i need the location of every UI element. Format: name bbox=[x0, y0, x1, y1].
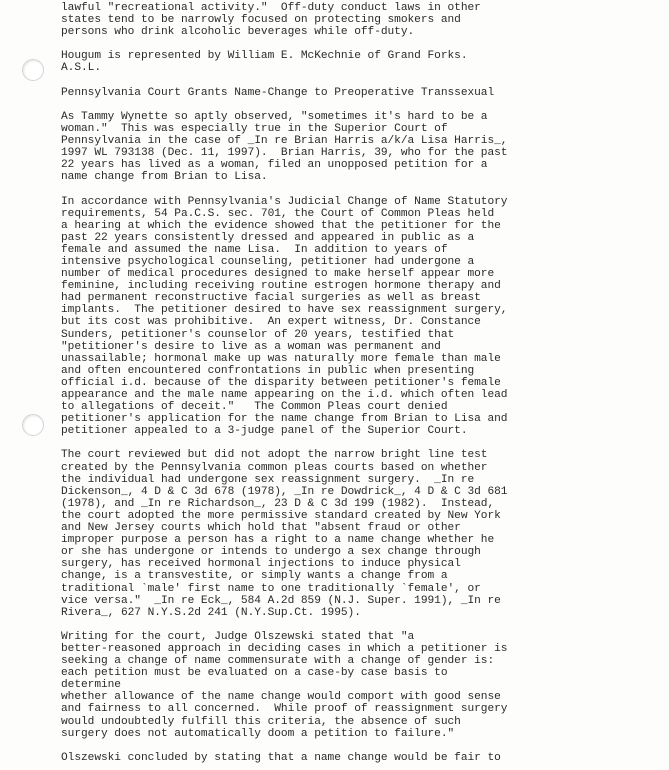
text-line: Hougum is represented by William E. McKechnie of Grand Forks. bbox=[61, 50, 468, 63]
text-line: improper purpose a person has a right to a name change whether he bbox=[61, 534, 495, 547]
text-line: (1978), and _In re Richardson_, 23 D & C 3d 199 (1982). Instead, bbox=[61, 497, 495, 510]
text-line: feminine, including receiving routine estrogen hormone therapy and bbox=[61, 280, 501, 293]
paragraph bbox=[61, 449, 661, 618]
text-line: would undoubtedly fulfill this criteria, the absence of such bbox=[61, 715, 461, 728]
text-line: had permanent reconstructive facial surgeries as well as breast bbox=[61, 292, 481, 305]
text-line: A.S.L. bbox=[61, 62, 101, 75]
text-line: In accordance with Pennsylvania's Judicial Change of Name Statutory bbox=[61, 195, 508, 208]
text-line: but its cost was prohibitive. An expert witness, Dr. Constance bbox=[61, 316, 481, 329]
text-line: a hearing at which the evidence showed that the petitioner for the bbox=[61, 219, 501, 232]
text-line: implants. The petitioner desired to have sex reassignment surgery, bbox=[61, 304, 508, 317]
text-line: surgery, has received hormonal injections to induce physical bbox=[61, 558, 461, 571]
text-line: the court adopted the more permissive standard created by New York bbox=[61, 509, 501, 522]
text-line: and often encountered confrontations in public when presenting bbox=[61, 364, 475, 377]
text-line: 1997 WL 793138 (Dec. 11, 1997). Brian Harris, 39, who for the past bbox=[61, 147, 508, 160]
text-line: petitioner's application for the name change from Brian to Lisa and bbox=[61, 413, 508, 426]
text-line: female and assumed the name Lisa. In addition to years of bbox=[61, 243, 448, 256]
text-line: to allegations of deceit." The Common Pleas court denied bbox=[61, 401, 448, 414]
text-line: determine bbox=[61, 679, 121, 692]
text-line: 22 years has lived as a woman, filed an unopposed petition for a bbox=[61, 159, 488, 172]
text-line: Dickenson_, 4 D & C 3d 678 (1978), _In re Dowdrick_, 4 D & C 3d 681 bbox=[61, 485, 508, 498]
text-line: woman." This was especially true in the Superior Court of bbox=[61, 122, 448, 135]
text-line: or she has undergone or intends to undergo a sex change through bbox=[61, 546, 481, 559]
text-line: name change from Brian to Lisa. bbox=[61, 171, 268, 184]
text-line: each petition must be evaluated on a case-by case basis to bbox=[61, 667, 448, 680]
text-line: vice versa." _In re Eck_, 584 A.2d 859 (N.J. Super. 1991), _In re bbox=[61, 594, 501, 607]
text-line: unassailable; hormonal make up was naturally more female than male bbox=[61, 352, 501, 365]
text-line: past 22 years consistently dressed and appeared in public as a bbox=[61, 231, 475, 244]
text-line: appearance and the male name appearing on the i.d. which often lead bbox=[61, 389, 508, 401]
paragraph bbox=[61, 111, 661, 184]
text-line: Pennsylvania in the case of _In re Brian Harris a/k/a Lisa Harris_, bbox=[61, 135, 508, 148]
text-line: and fairness to all concerned. While proof of reassignment surgery bbox=[61, 703, 508, 716]
section-heading bbox=[61, 87, 661, 99]
text-line: seeking a change of name commensurate with a change of gender is: bbox=[61, 655, 495, 668]
punch-hole bbox=[22, 59, 44, 81]
text-line: Rivera_, 627 N.Y.S.2d 241 (N.Y.Sup.Ct. 1995). bbox=[61, 606, 361, 619]
text-line: persons who drink alcoholic beverages while off-duty. bbox=[61, 26, 415, 39]
text-line: petitioner appealed to a 3-judge panel of the Superior Court. bbox=[61, 425, 468, 438]
text-line: As Tammy Wynette so aptly observed, "sometimes it's hard to be a bbox=[61, 110, 488, 123]
punch-hole bbox=[22, 414, 44, 436]
text-line: Pennsylvania Court Grants Name-Change to Preoperative Transsexual bbox=[61, 86, 495, 99]
document-text bbox=[61, 2, 661, 764]
text-line: states tend to be narrowly focused on protecting smokers and bbox=[61, 14, 461, 27]
text-line: The court reviewed but did not adopt the narrow bright line test bbox=[61, 449, 488, 462]
text-line: requirements, 54 Pa.C.S. sec. 701, the Court of Common Pleas held bbox=[61, 207, 495, 220]
paragraph bbox=[61, 196, 661, 438]
paragraph bbox=[61, 631, 661, 740]
text-line: created by the Pennsylvania common pleas courts based on whether bbox=[61, 461, 488, 474]
text-line: lawful "recreational activity." Off-duty conduct laws in other bbox=[61, 2, 481, 14]
text-line: better-reasoned approach in deciding cases in which a petitioner is bbox=[61, 642, 508, 655]
paragraph bbox=[61, 2, 661, 38]
text-line: traditional `male' first name to one traditionally `female', or bbox=[61, 582, 481, 595]
text-line: surgery does not automatically doom a petition to failure." bbox=[61, 727, 455, 740]
text-line: official i.d. because of the disparity between petitioner's female bbox=[61, 376, 501, 389]
text-line: number of medical procedures designed to make herself appear more bbox=[61, 268, 495, 281]
text-line: Writing for the court, Judge Olszewski stated that "a bbox=[61, 630, 415, 643]
text-line: "petitioner's desire to live as a woman was permanent and bbox=[61, 340, 441, 353]
text-line: intensive psychological counseling, petitioner had undergone a bbox=[61, 255, 475, 268]
text-line: Olszewski concluded by stating that a name change would be fair to bbox=[61, 751, 501, 764]
paragraph bbox=[61, 50, 661, 74]
text-line: whether allowance of the name change would comport with good sense bbox=[61, 691, 501, 704]
paragraph bbox=[61, 752, 661, 764]
text-line: the individual had undergone sex reassignment surgery. _In re bbox=[61, 473, 475, 486]
text-line: Sunders, petitioner's counselor of 20 years, testified that bbox=[61, 328, 455, 341]
text-line: and New Jersey courts which hold that "absent fraud or other bbox=[61, 522, 461, 535]
text-line: change, is a transvestite, or simply wants a change from a bbox=[61, 570, 448, 583]
